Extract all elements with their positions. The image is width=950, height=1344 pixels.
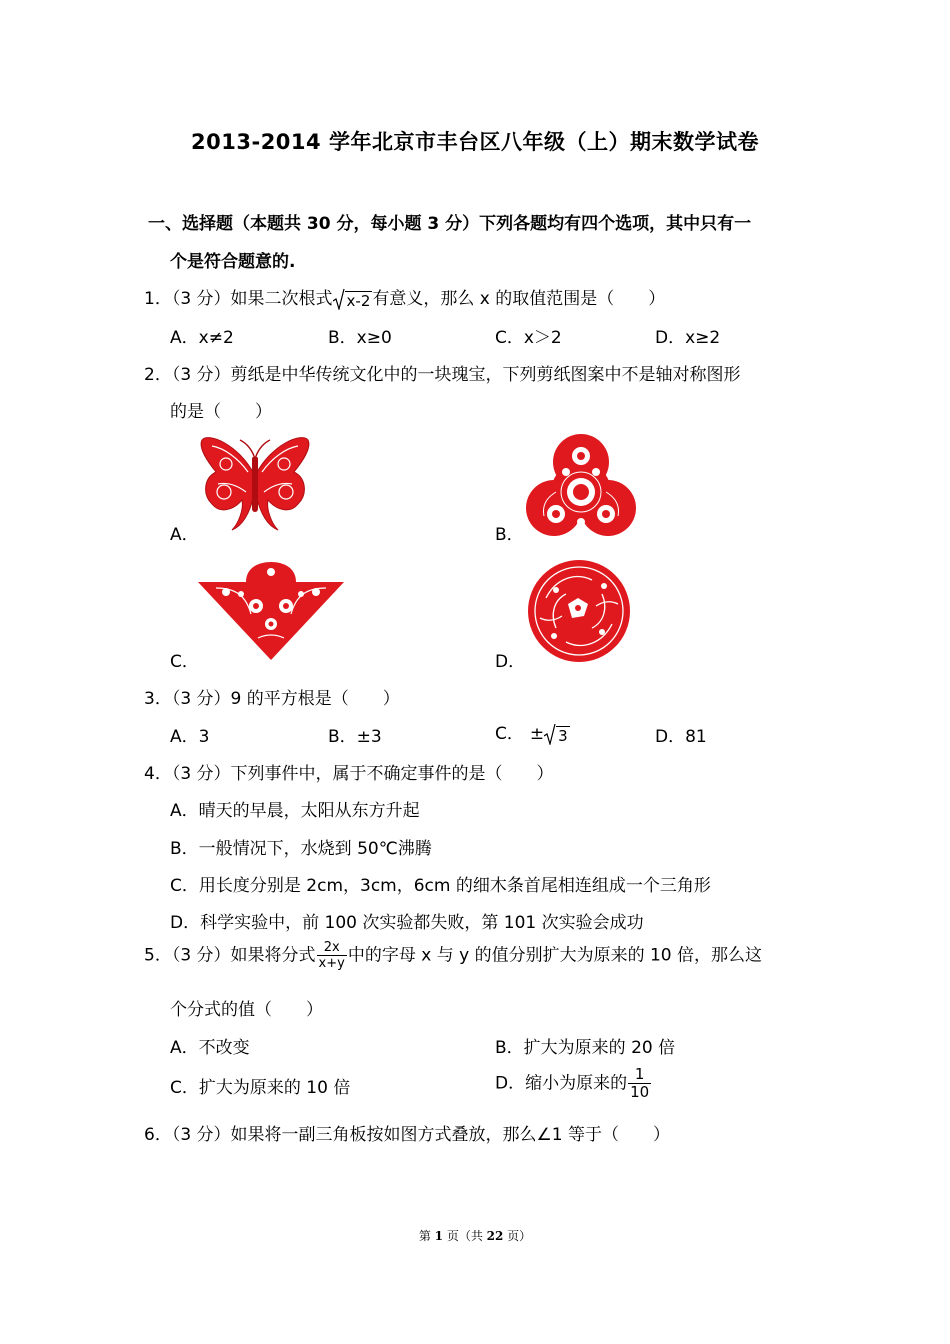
q3-option-a: A．3 <box>170 727 210 747</box>
round-fish-papercut-image <box>526 558 632 664</box>
q1-option-d: D．x≥2 <box>655 328 721 348</box>
question-2-line1: 2．（3 分）剪纸是中华传统文化中的一块瑰宝，下列剪纸图案中不是轴对称图形 <box>144 365 741 385</box>
q4-option-d: D．科学实验中，前 100 次实验都失败，第 101 次实验会成功 <box>170 913 644 933</box>
triangle-papercut-image <box>196 562 346 662</box>
sqrt-expression <box>333 288 373 310</box>
question-5-line1: 5．（3 分）如果将分式 $\frac{2x}{x+y}$ 中的字母 x 与 y 的值分别扩大为原来的 10 倍，那么这 <box>144 940 763 971</box>
trefoil-papercut-image <box>526 432 636 538</box>
page-footer: 第 1 页（共 22 页） <box>418 1229 532 1243</box>
q4-option-b: B．一般情况下，水烧到 50℃沸腾 <box>170 839 432 859</box>
question-3: 3．（3 分）9 的平方根是（ ） <box>144 689 400 709</box>
q1-option-c: C．x＞2 <box>495 328 562 348</box>
q2-option-a-label: A． <box>170 525 199 545</box>
question-1-prefix: 1．（3 分）如果二次根式 <box>144 289 333 309</box>
q3-option-b: B．±3 <box>328 727 382 747</box>
fraction-1-over-10: $\frac{1}{10}$ <box>630 1065 650 1101</box>
q5-option-a: A．不改变 <box>170 1038 250 1058</box>
question-2-line2: 的是（ ） <box>170 402 272 422</box>
q2-option-d-label: D． <box>495 652 526 672</box>
q5-option-c: C．扩大为原来的 10 倍 <box>170 1078 351 1098</box>
question-4: 4．（3 分）下列事件中，属于不确定事件的是（ ） <box>144 764 554 784</box>
q4-option-a: A．晴天的早晨，太阳从东方升起 <box>170 801 420 821</box>
question-5-line2: 个分式的值（ ） <box>170 1000 323 1020</box>
fraction-2x-over-x-plus-y: $\frac{2x}{x+y}$ <box>318 940 345 971</box>
section-heading-line1: 一、选择题（本题共 30 分，每小题 3 分）下列各题均有四个选项，其中只有一 <box>148 214 752 234</box>
q2-option-c-label: C． <box>170 652 199 672</box>
question-1-suffix: 有意义，那么 x 的取值范围是（ ） <box>372 289 666 309</box>
q5-option-b: B．扩大为原来的 20 倍 <box>495 1038 676 1058</box>
section-heading-line2: 个是符合题意的. <box>170 252 296 272</box>
page-title: 2013-2014 学年北京市丰台区八年级（上）期末数学试卷 <box>191 130 759 154</box>
question-1 <box>144 284 665 310</box>
q3-option-c: C． ± 3 <box>495 724 568 745</box>
radicand: x-2 <box>346 292 371 310</box>
butterfly-papercut-image <box>198 434 312 534</box>
sqrt-3: 3 <box>544 723 570 745</box>
q1-option-b: B．x≥0 <box>328 328 392 348</box>
q4-option-c: C．用长度分别是 2cm，3cm，6cm 的细木条首尾相连组成一个三角形 <box>170 876 711 896</box>
q2-option-b-label: B． <box>495 525 524 545</box>
q3-option-d: D．81 <box>655 727 707 747</box>
q1-option-a: A．x≠2 <box>170 328 234 348</box>
q5-option-d: D．缩小为原来的 $\frac{1}{10}$ <box>495 1065 650 1101</box>
question-6: 6．（3 分）如果将一副三角板按如图方式叠放，那么∠1 等于（ ） <box>144 1125 670 1145</box>
